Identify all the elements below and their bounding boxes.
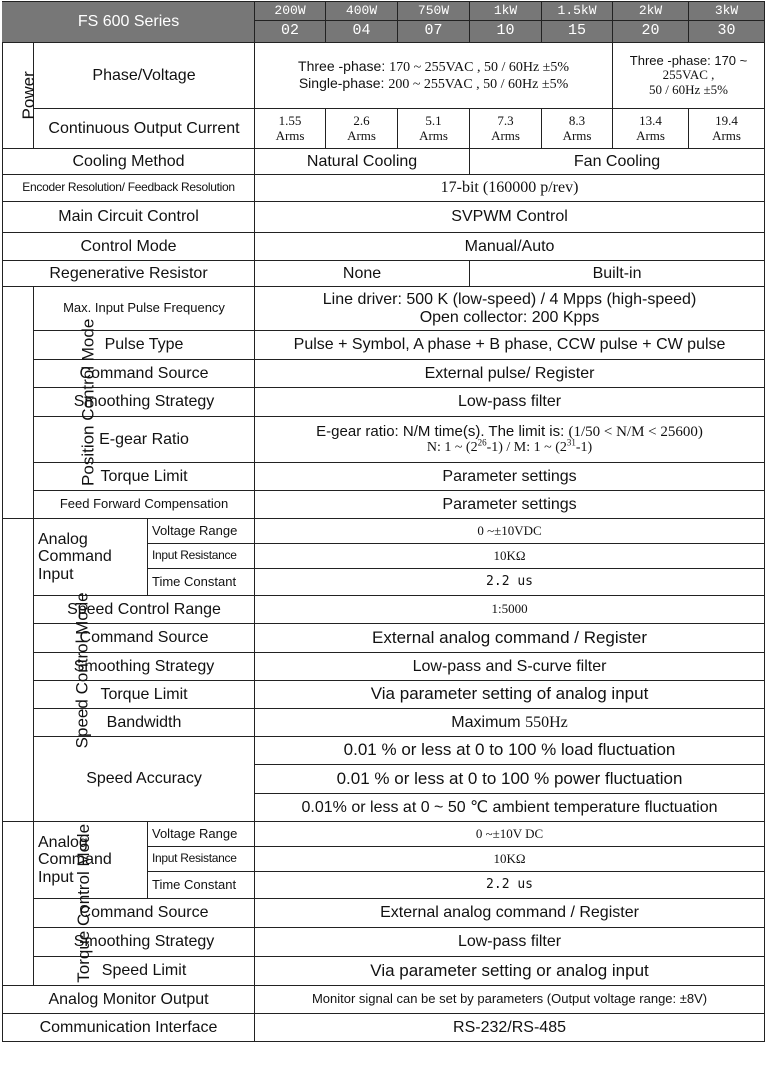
cooling-fan: Fan Cooling	[470, 149, 765, 175]
torque-smoothing-value: Low-pass filter	[255, 928, 765, 957]
torque-input-resistance-value: 10KΩ	[255, 847, 765, 872]
torque-input-resistance-label: Input Resistance	[148, 847, 255, 872]
cooling-label: Cooling Method	[3, 149, 255, 175]
egear-label: E-gear Ratio	[34, 417, 255, 463]
speed-accuracy-temp: 0.01% or less at 0 ~ 50 ℃ ambient temperature fluctuation	[255, 794, 765, 822]
speed-accuracy-power: 0.01 % or less at 0 to 100 % power fluctuation	[255, 765, 765, 794]
speed-group-label: Speed Control Mode	[3, 519, 34, 822]
main-circuit-label: Main Circuit Control	[3, 202, 255, 233]
speed-torque-limit-value: Via parameter setting of analog input	[255, 681, 765, 709]
position-command-source-value: External pulse/ Register	[255, 360, 765, 388]
position-group-label: Position Control Mode	[3, 287, 34, 519]
torque-time-constant-label: Time Constant	[148, 872, 255, 899]
egear-value: E-gear ratio: N/M time(s). The limit is: (1/50 < N/M < 25600) N: 1 ~ $(2^{26}-1)$ / M: 1 ~ $(2^{31}-1)$	[255, 417, 765, 463]
model-header: 02	[255, 21, 326, 43]
current-cell: 19.4 Arms	[689, 109, 765, 149]
speed-limit-value: Via parameter setting or analog input	[255, 957, 765, 986]
speed-voltage-range-label: Voltage Range	[148, 519, 255, 544]
speed-accuracy-load: 0.01 % or less at 0 to 100 % load fluctuation	[255, 737, 765, 765]
speed-smoothing-label: Smoothing Strategy	[34, 653, 255, 681]
torque-group-label: Torque Control Mode	[3, 822, 34, 986]
watt-header: 3kW	[689, 2, 765, 21]
bandwidth-label: Bandwidth	[34, 709, 255, 737]
speed-input-resistance-label: Input Resistance	[148, 544, 255, 569]
model-header: 07	[398, 21, 470, 43]
model-header: 20	[613, 21, 689, 43]
speed-smoothing-value: Low-pass and S-curve filter	[255, 653, 765, 681]
phase-voltage-value-large: Three -phase: 170 ~ 255VAC , 50 / 60Hz ±5%	[613, 43, 765, 109]
control-mode-value: Manual/Auto	[255, 233, 765, 261]
speed-control-range-label: Speed Control Range	[34, 596, 255, 624]
pulse-type-value: Pulse + Symbol, A phase + B phase, CCW pulse + CW pulse	[255, 331, 765, 360]
speed-limit-label: Speed Limit	[34, 957, 255, 986]
watt-header: 1kW	[470, 2, 542, 21]
main-circuit-value: SVPWM Control	[255, 202, 765, 233]
model-header: 30	[689, 21, 765, 43]
regen-builtin: Built-in	[470, 261, 765, 287]
current-cell: 7.3 Arms	[470, 109, 542, 149]
position-smoothing-value: Low-pass filter	[255, 388, 765, 417]
regen-none: None	[255, 261, 470, 287]
torque-time-constant-value: 2.2 us	[255, 872, 765, 899]
speed-command-source-label: Command Source	[34, 624, 255, 653]
max-pulse-label: Max. Input Pulse Frequency	[34, 287, 255, 331]
current-cell: 2.6 Arms	[326, 109, 398, 149]
current-cell: 1.55 Arms	[255, 109, 326, 149]
speed-voltage-range-value: 0 ~±10VDC	[255, 519, 765, 544]
control-mode-label: Control Mode	[3, 233, 255, 261]
cooling-natural: Natural Cooling	[255, 149, 470, 175]
spec-table	[2, 1, 765, 1042]
position-smoothing-label: Smoothing Strategy	[34, 388, 255, 417]
torque-smoothing-label: Smoothing Strategy	[34, 928, 255, 957]
position-torque-limit-label: Torque Limit	[34, 463, 255, 491]
watt-header: 400W	[326, 2, 398, 21]
model-header: 10	[470, 21, 542, 43]
comm-value: RS-232/RS-485	[255, 1014, 765, 1042]
encoder-value: 17-bit (160000 p/rev)	[255, 175, 765, 202]
table-header	[3, 2, 765, 43]
phase-voltage-label: Phase/Voltage	[34, 43, 255, 109]
analog-monitor-label: Analog Monitor Output	[3, 986, 255, 1014]
speed-input-resistance-value: 10KΩ	[255, 544, 765, 569]
encoder-label: Encoder Resolution/ Feedback Resolution	[3, 175, 255, 202]
feed-forward-value: Parameter settings	[255, 491, 765, 519]
series-title: FS 600 Series	[3, 2, 255, 43]
model-header: 15	[542, 21, 613, 43]
position-command-source-label: Command Source	[34, 360, 255, 388]
watt-header: 200W	[255, 2, 326, 21]
speed-time-constant-label: Time Constant	[148, 569, 255, 596]
bandwidth-value: Maximum 550Hz	[255, 709, 765, 737]
feed-forward-label: Feed Forward Compensation	[34, 491, 255, 519]
speed-time-constant-value: 2.2 us	[255, 569, 765, 596]
watt-header: 2kW	[613, 2, 689, 21]
comm-label: Communication Interface	[3, 1014, 255, 1042]
torque-command-source-label: Command Source	[34, 899, 255, 928]
speed-torque-limit-label: Torque Limit	[34, 681, 255, 709]
max-pulse-value: Line driver: 500 K (low-speed) / 4 Mpps (high-speed) Open collector: 200 Kpps	[255, 287, 765, 331]
position-torque-limit-value: Parameter settings	[255, 463, 765, 491]
regen-label: Regenerative Resistor	[3, 261, 255, 287]
pulse-type-label: Pulse Type	[34, 331, 255, 360]
speed-accuracy-label: Speed Accuracy	[34, 737, 255, 822]
model-header: 04	[326, 21, 398, 43]
current-label: Continuous Output Current	[34, 109, 255, 149]
watt-header: 1.5kW	[542, 2, 613, 21]
power-group-label: Power	[3, 43, 34, 149]
torque-command-source-value: External analog command / Register	[255, 899, 765, 928]
speed-analog-input-label: Analog Command Input	[34, 519, 148, 596]
speed-control-range-value: 1:5000	[255, 596, 765, 624]
current-cell: 8.3 Arms	[542, 109, 613, 149]
torque-analog-input-label: Analog Command Input	[34, 822, 148, 899]
analog-monitor-value: Monitor signal can be set by parameters (Output voltage range: ±8V)	[255, 986, 765, 1014]
torque-voltage-range-label: Voltage Range	[148, 822, 255, 847]
current-cell: 13.4 Arms	[613, 109, 689, 149]
phase-voltage-value: Three -phase: 170 ~ 255VAC , 50 / 60Hz ±5% Single-phase: 200 ~ 255VAC , 50 / 60Hz ±5%	[255, 43, 613, 109]
torque-voltage-range-value: 0 ~±10V DC	[255, 822, 765, 847]
speed-command-source-value: External analog command / Register	[255, 624, 765, 653]
current-cell: 5.1 Arms	[398, 109, 470, 149]
watt-header: 750W	[398, 2, 470, 21]
